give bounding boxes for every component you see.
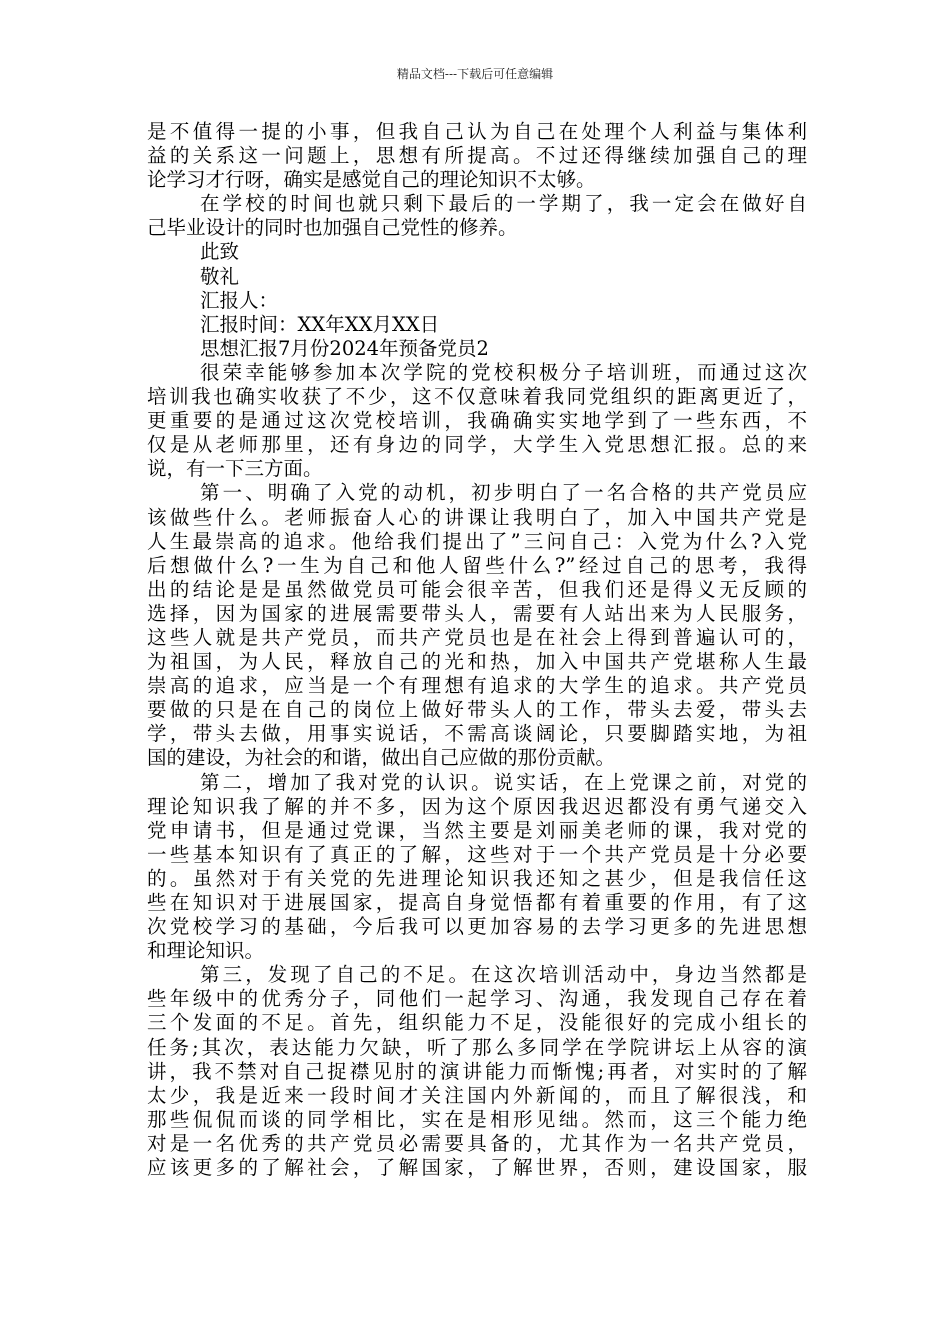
text-line: 任务;其次，表达能力欠缺，听了那么多同学在学院讲坛上从容的演 — [147, 1035, 807, 1059]
text-line: 讲，我不禁对自己捉襟见肘的演讲能力而惭愧;再者，对实时的了解 — [147, 1059, 807, 1083]
text-line: 应该更多的了解社会，了解国家，了解世界，否则，建设国家，服 — [147, 1156, 807, 1180]
text-line: 国的建设，为社会的和谐，做出自己应做的那份贡献。 — [147, 746, 616, 770]
text-line: 后想做什么?一生为自己和他人留些什么?”经过自己的思考，我得 — [147, 553, 807, 577]
text-line: 在学校的时间也就只剩下最后的一学期了，我一定会在做好自 — [200, 192, 807, 216]
text-line: 此致 — [200, 240, 240, 264]
text-line: 很荣幸能够参加本次学院的党校积极分子培训班，而通过这次 — [200, 360, 807, 384]
text-line: 些在知识对于进展国家，提高自身觉悟都有着重要的作用，有了这 — [147, 891, 807, 914]
text-line: 理论知识我了解的并不多，因为这个原因我迟迟都没有勇气递交入 — [147, 794, 807, 818]
text-line: 汇报时间：XX年XX月XX日 — [200, 312, 440, 336]
text-line: 己毕业设计的同时也加强自己党性的修养。 — [147, 216, 518, 240]
page-header: 精品文档---下载后可任意编辑 — [396, 67, 554, 81]
text-line: 和理论知识。 — [147, 939, 265, 963]
text-line: 为祖国，为人民，释放自己的光和热，加入中国共产党堪称人生最 — [147, 650, 807, 674]
text-line: 论学习才行呀，确实是感觉自己的理论知识不太够。 — [147, 168, 596, 192]
text-line: 这些人就是共产党员，而共产党员也是在社会上得到普遍认可的， — [147, 625, 807, 649]
text-line: 第二，增加了我对党的认识。说实话，在上党课之前，对党的 — [200, 770, 807, 794]
text-line: 选择，因为国家的进展需要带头人，需要有人站出来为人民服务， — [147, 601, 807, 625]
text-line: 培训我也确实收获了不少，这不仅意味着我同党组织的距离更近了， — [147, 385, 807, 409]
text-line: 那些侃侃而谈的同学相比，实在是相形见绌。然而，这三个能力绝 — [147, 1107, 807, 1131]
text-line: 的。虽然对于有关党的先进理论知识我还知之甚少，但是我信任这 — [147, 866, 807, 890]
text-line: 太少，我是近来一段时间才关注国内外新闻的，而且了解很浅，和 — [147, 1083, 807, 1107]
text-line: 党申请书，但是通过党课，当然主要是刘丽美老师的课，我对党的 — [147, 818, 807, 842]
text-line: 次党校学习的基础，今后我可以更加容易的去学习更多的先进思想 — [147, 915, 807, 939]
text-line: 三个发面的不足。首先，组织能力不足，没能很好的完成小组长的 — [147, 1011, 807, 1035]
text-line: 要做的只是在自己的岗位上做好带头人的工作，带头去爱，带头去 — [147, 698, 807, 722]
text-line: 汇报人： — [200, 288, 279, 312]
text-line: 崇高的追求，应当是一个有理想有追求的大学生的追求。共产党员 — [147, 674, 807, 698]
text-line: 仅是从老师那里，还有身边的同学，大学生入党思想汇报。总的来 — [147, 433, 807, 457]
text-line: 出的结论是是虽然做党员可能会很辛苦，但我们还是得义无反顾的 — [147, 577, 807, 601]
text-line: 些年级中的优秀分子，同他们一起学习、沟通，我发现自己存在着 — [147, 987, 807, 1011]
text-line: 对是一名优秀的共产党员必需要具备的，尤其作为一名共产党员， — [147, 1131, 807, 1155]
text-line: 一些基本知识有了真正的了解，这些对于一个共产党员是十分必要 — [147, 842, 807, 866]
text-line: 第三，发现了自己的不足。在这次培训活动中，身边当然都是 — [200, 963, 807, 987]
text-line: 是不值得一提的小事，但我自己认为自己在处理个人利益与集体利 — [147, 120, 807, 143]
text-line: 学，带头去做，用事实说话，不需高谈阔论，只要脚踏实地，为祖 — [147, 722, 807, 746]
document-body — [147, 120, 807, 1180]
text-line: 人生最崇高的追求。他给我们提出了”三问自己：入党为什么?入党 — [147, 529, 807, 553]
text-line: 思想汇报7月份2024年预备党员2 — [200, 336, 489, 360]
text-line: 第一、明确了入党的动机，初步明白了一名合格的共产党员应 — [200, 481, 807, 505]
text-line: 敬礼 — [200, 264, 240, 288]
text-line: 益的关系这一问题上，思想有所提高。不过还得继续加强自己的理 — [147, 144, 807, 168]
text-line: 该做些什么。老师振奋人心的讲课让我明白了，加入中国共产党是 — [147, 505, 807, 529]
text-line: 更重要的是通过这次党校培训，我确确实实地学到了一些东西，不 — [147, 409, 807, 433]
text-line: 说，有一下三方面。 — [147, 457, 323, 481]
